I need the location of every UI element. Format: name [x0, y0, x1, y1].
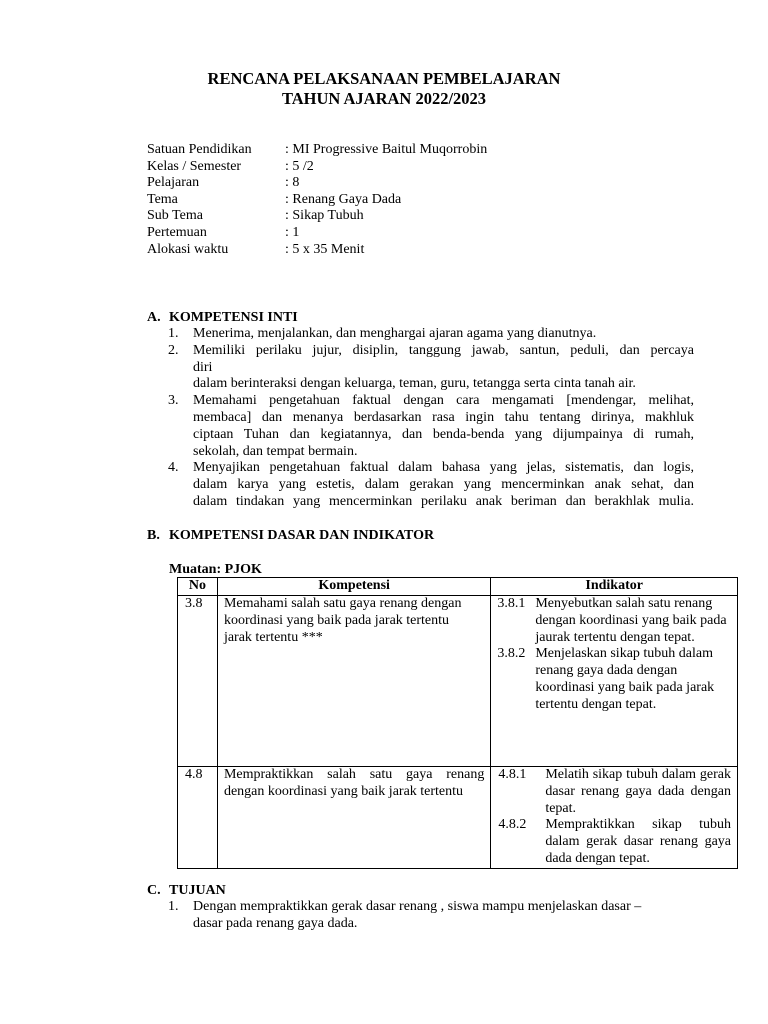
list-line: dalam tindakan yang mencerminkan perilaku anak beriman dan berakhlak mulia.: [193, 493, 694, 509]
info-row: [147, 175, 487, 192]
info-row: [147, 159, 487, 176]
header-indikator: Indikator: [491, 578, 738, 596]
list-text: [193, 343, 694, 393]
list-line: Memahami pengetahuan faktual dengan cara mengamati [mendengar, melihat,: [193, 393, 694, 409]
list-line: membaca] dan menanya berdasarkan rasa ingin tahu tentang dirinya, makhluk: [193, 409, 694, 425]
indikator-text: Mempraktikkan sikap tubuh dalam gerak dasar renang gaya dada dengan tepat.: [545, 817, 731, 866]
list-line: diri: [193, 359, 213, 375]
indikator-text: Melatih sikap tubuh dalam gerak dasar renang gaya dada dengan tepat.: [545, 767, 731, 816]
section-letter: B.: [147, 528, 160, 543]
indikator-code: 3.8.1: [497, 596, 526, 611]
list-line: sekolah, dan tempat bermain.: [193, 443, 358, 459]
list-text: [193, 393, 694, 460]
info-label: Pertemuan: [147, 224, 207, 240]
indikator-item: [497, 596, 734, 646]
indikator-item: [498, 767, 731, 817]
list-line: dasar pada renang gaya dada.: [193, 915, 358, 931]
list-text: [193, 460, 694, 510]
cell-indikator: [491, 767, 738, 869]
info-row: [147, 208, 487, 225]
list-item: [168, 460, 694, 510]
table-header-row: [178, 578, 738, 596]
section-c-heading: [147, 882, 226, 899]
list-line: Menyajikan pengetahuan faktual dalam bahasa yang jelas, sistematis, dan logis,: [193, 460, 694, 476]
indikator-item: [498, 817, 731, 867]
info-row: [147, 192, 487, 209]
info-label: Sub Tema: [147, 208, 203, 224]
indikator-code: 4.8.1: [498, 767, 527, 782]
section-letter: A.: [147, 310, 161, 325]
list-line: Dengan mempraktikkan gerak dasar renang , siswa mampu menjelaskan dasar –: [193, 899, 642, 914]
list-number: 4.: [168, 460, 179, 476]
identity-table: [147, 142, 487, 258]
list-line: Memiliki perilaku jujur, disiplin, tanggung jawab, santun, peduli, dan percaya: [193, 342, 694, 358]
info-value: : 8: [285, 175, 300, 191]
info-value: : 5 /2: [285, 158, 314, 174]
list-line: Menerima, menjalankan, dan menghargai ajaran agama yang dianutnya.: [193, 326, 597, 341]
list-text: [193, 326, 694, 343]
kompetensi-inti-list: [168, 326, 694, 511]
info-label: Pelajaran: [147, 175, 200, 191]
section-title: TUJUAN: [169, 883, 226, 898]
tujuan-list: [168, 899, 694, 933]
indikator-item: [497, 646, 734, 713]
list-text: [193, 899, 694, 933]
table-row: [178, 767, 738, 869]
info-value: : Sikap Tubuh: [285, 208, 364, 224]
info-value: : MI Progressive Baitul Muqorrobin: [285, 142, 488, 157]
section-title: KOMPETENSI DASAR DAN INDIKATOR: [169, 528, 435, 543]
info-label: Tema: [147, 191, 178, 207]
indikator-text: Menjelaskan sikap tubuh dalam renang gaya dada dengan koordinasi yang baik pada jarak tertentu dengan tepat.: [535, 646, 715, 712]
section-title: KOMPETENSI INTI: [169, 310, 298, 325]
info-label: Alokasi waktu: [147, 241, 229, 257]
list-item: [168, 393, 694, 460]
info-value: : 5 x 35 Menit: [285, 241, 365, 257]
cell-no: 4.8: [178, 767, 218, 869]
list-item: [168, 326, 694, 343]
header-kompetensi: Kompetensi: [217, 578, 490, 596]
list-item: [168, 899, 694, 933]
list-number: 1.: [168, 899, 179, 914]
info-row: [147, 225, 487, 242]
indikator-code: 3.8.2: [497, 646, 526, 662]
list-item: [168, 343, 694, 393]
muatan-label: Muatan: PJOK: [169, 562, 262, 577]
info-label: Kelas / Semester: [147, 158, 242, 174]
list-number: 2.: [168, 342, 179, 358]
info-label: Satuan Pendidikan: [147, 142, 252, 157]
list-number: 1.: [168, 326, 179, 341]
info-value: : 1: [285, 224, 300, 240]
cell-indikator: [491, 596, 738, 767]
list-number: 3.: [168, 393, 179, 409]
document-title: RENCANA PELAKSANAAN PEMBELAJARAN: [207, 69, 561, 88]
kompetensi-table: [177, 577, 738, 869]
section-letter: C.: [147, 883, 161, 898]
list-line: dalam karya yang estetis, dalam gerakan yang mencerminkan anak sehat, dan: [193, 477, 694, 493]
info-value: : Renang Gaya Dada: [285, 191, 402, 207]
list-line: dalam berinteraksi dengan keluarga, teman, guru, tetangga serta cinta tanah air.: [193, 376, 636, 392]
document-subtitle: TAHUN AJARAN 2022/2023: [281, 89, 487, 108]
list-line: ciptaan Tuhan dan kegiatannya, dan benda-benda yang dijumpainya di rumah,: [193, 426, 694, 442]
section-b-heading: [147, 527, 434, 544]
header-no: No: [178, 578, 218, 596]
table-row: [178, 596, 738, 767]
info-row: [147, 142, 487, 159]
info-row: [147, 242, 487, 259]
cell-kompetensi: Mempraktikkan salah satu gaya renang dengan koordinasi yang baik jarak tertentu: [217, 767, 490, 869]
cell-no: 3.8: [178, 596, 218, 767]
indikator-code: 4.8.2: [498, 817, 527, 833]
indikator-text: Menyebutkan salah satu renang dengan koordinasi yang baik pada jaurak tertentu dengan tepat.: [535, 596, 727, 645]
cell-kompetensi: Memahami salah satu gaya renang dengan koordinasi yang baik pada jarak tertentu jarak tertentu ***: [217, 596, 490, 767]
section-a-heading: [147, 309, 298, 326]
